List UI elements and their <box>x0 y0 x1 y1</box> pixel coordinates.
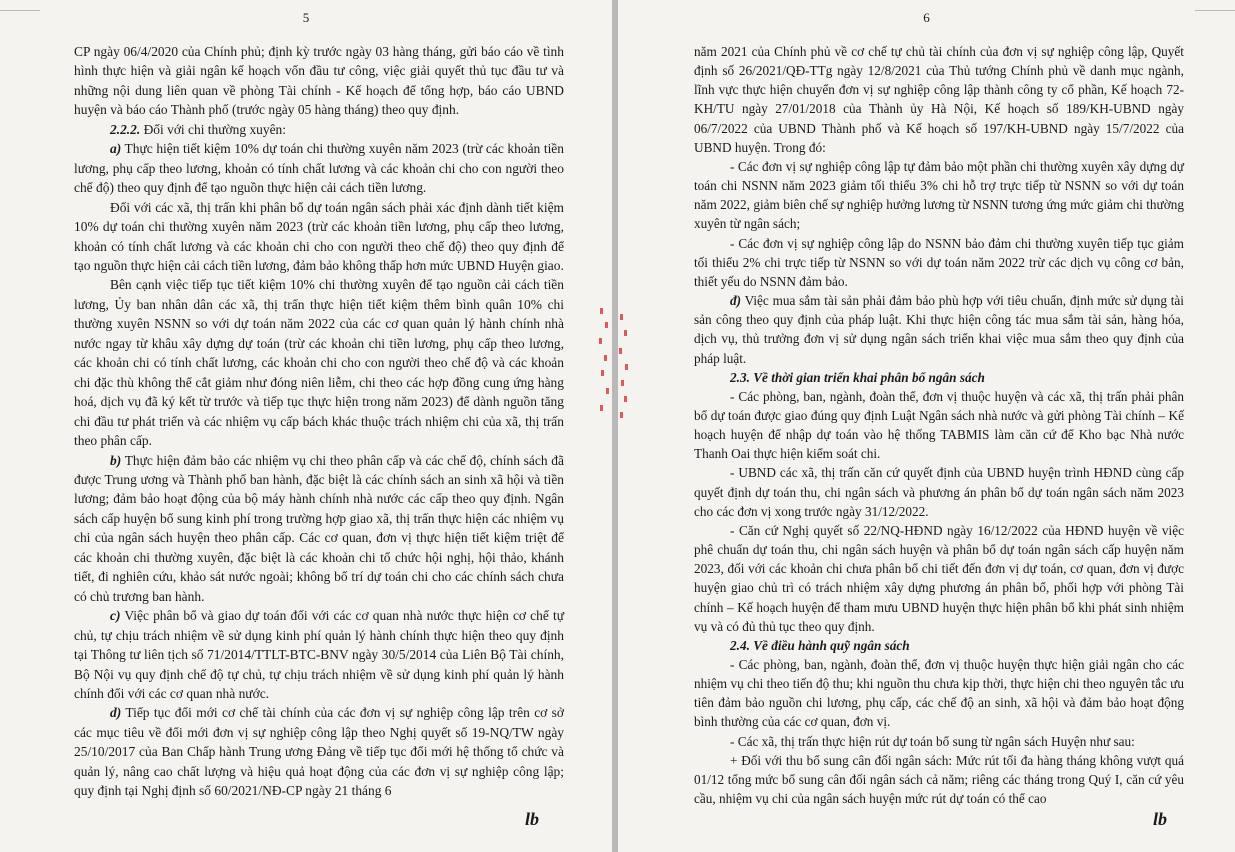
paragraph <box>694 655 1184 732</box>
paragraph-label: 2.4. Về điều hành quỹ ngân sách <box>730 637 910 653</box>
paragraph <box>694 291 1184 368</box>
paragraph-label: 2.3. Về thời gian triển khai phân bổ ngân sách <box>730 369 985 385</box>
paragraph <box>74 451 564 607</box>
paragraph <box>694 751 1184 808</box>
initial-signature: lb <box>1153 809 1168 829</box>
paragraph-label: c) <box>110 608 121 624</box>
paragraph <box>694 732 1184 751</box>
paragraph <box>694 521 1184 636</box>
paragraph <box>694 368 1184 387</box>
paragraph-text: Đối với chi thường xuyên: <box>140 121 287 137</box>
paragraph <box>694 387 1184 464</box>
document-page-right <box>618 0 1235 852</box>
paragraph-text: - Các phòng, ban, ngành, đoàn thể, đơn vị thuộc huyện và các xã, thị trấn phải phân bổ dự toán được giao đúng quy định Luật Ngân sách nhà nước và gửi phòng Tài chính – Kế hoạch huyện để nhập dự toán vào hệ thống TABMIS làm căn cứ để Kho bạc Nhà nước Thanh Oai thực hiện kiểm soát chi. <box>694 388 1184 462</box>
paragraph-label: đ) <box>730 293 742 309</box>
page-body <box>74 42 564 801</box>
paragraph <box>74 275 564 450</box>
paragraph-text: - Các xã, thị trấn thực hiện rút dự toán bổ sung từ ngân sách Huyện như sau: <box>730 733 1135 749</box>
paragraph <box>694 234 1184 291</box>
paragraph <box>694 636 1184 655</box>
paragraph-text: - Các đơn vị sự nghiệp công lập tự đảm bảo một phần chi thường xuyên xây dựng dự toán chi NSNN năm 2023 giảm tối thiểu 3% chi hỗ trợ trực tiếp từ NSNN so với dự toán năm 2022, giảm biên chế sự nghiệp hưởng lương từ NSNN tương ứng mức giảm chi thường xuyên từ ngân sách; <box>694 158 1184 232</box>
page-number: 6 <box>923 10 930 25</box>
red-seal-mark <box>596 300 610 420</box>
paragraph <box>74 703 564 800</box>
paragraph-label: b) <box>110 452 122 468</box>
paragraph-text: Đối với các xã, thị trấn khi phân bổ dự toán ngân sách phải xác định dành tiết kiệm 10% dự toán chi thường xuyên năm 2023 (trừ các khoản tiền lương, phụ cấp theo lương, khoản có tính chất lương và các khoản chi cho con người theo chế độ) theo quy định để tạo nguồn thực hiện cải cách tiền lương, đảm bảo không thấp hơn mức UBND Huyện giao. <box>74 199 564 273</box>
paragraph <box>694 157 1184 234</box>
paragraph <box>74 42 564 120</box>
paragraph-text: năm 2021 của Chính phủ về cơ chế tự chủ tài chính của đơn vị sự nghiệp công lập, Quyết định số 26/2021/QĐ-TTg ngày 12/8/2021 của Thủ tướng Chính phủ về danh mục ngành, lĩnh vực thực hiện chuyển đơn vị sự nghiệp công lập thành công ty cổ phần, Kế hoạch 72-KH/TU ngày 27/01/2018 của Thành ủy Hà Nội, Kế hoạch số 189/KH-UBND ngày 06/7/2022 của UBND Thành phố và Kế hoạch số 197/KH-UBND ngày 15/7/2022 của UBND huyện. Trong đó: <box>694 44 1184 155</box>
paragraph-text: Việc mua sắm tài sản phải đảm bảo phù hợp với tiêu chuẩn, định mức sử dụng tài sản công theo quy định của pháp luật. Khi thực hiện công tác mua sắm tài sản, hàng hóa, dịch vụ, thủ trưởng đơn vị sử dụng ngân sách triển khai việc mua sắm theo quy định của pháp luật. <box>694 293 1184 366</box>
paragraph-label: 2.2.2. <box>110 121 141 137</box>
page-body <box>694 42 1184 808</box>
paragraph-text: Thực hiện đảm bảo các nhiệm vụ chi theo phân cấp và các chế độ, chính sách đã được Trung ương và Thành phố ban hành, đặc biệt là các chính sách an sinh xã hội và tiền lương; đảm bảo hoạt động của bộ máy hành chính nhà nước các cấp theo quy định. Ngân sách cấp huyện bổ sung kinh phí trong trường hợp giao xã, thị trấn thực hiện các nhiệm vụ chi của ngân sách huyện theo phân cấp. Các cơ quan, đơn vị thực hiện tiết kiệm triệt để các khoản chi thường xuyên, đặc biệt là các khoản chi tổ chức hội nghị, hội thảo, khánh tiết, đi nghiên cứu, khảo sát nước ngoài; không bố trí dự toán chi cho các chính sách chưa có chủ trương ban hành. <box>74 452 564 604</box>
initial-signature: lb <box>525 809 540 829</box>
paragraph-text: - Các đơn vị sự nghiệp công lập do NSNN bảo đảm chi thường xuyên tiếp tục giảm tối thiểu 2% chi trực tiếp từ NSNN so với dự toán năm 2022 trừ các dịch vụ công cơ bản, thiết yếu do NSNN đảm bảo. <box>694 235 1184 289</box>
paragraph-label: a) <box>110 141 122 157</box>
paragraph-text: CP ngày 06/4/2020 của Chính phủ; định kỳ trước ngày 03 hàng tháng, gửi báo cáo về tình hình thực hiện và giải ngân kế hoạch vốn đầu tư công, việc giải quyết thủ tục đầu tư và những nội dung liên quan về phòng Tài chính - Kế hoạch để tổng hợp, báo cáo UBND huyện và báo cáo Thành phố (trước ngày 05 hàng tháng) theo quy định. <box>74 44 564 118</box>
paragraph-text: Tiếp tục đổi mới cơ chế tài chính của các đơn vị sự nghiệp công lập trên cơ sở các mục tiêu về đổi mới đơn vị sự nghiệp công lập theo Nghị quyết số 19-NQ/TW ngày 25/10/2017 của Ban Chấp hành Trung ương Đảng về tiếp tục đổi mới hệ thống tổ chức và quản lý, nâng cao chất lượng và hiệu quả hoạt động của các đơn vị sự nghiệp công lập; quy định tại Nghị định số 60/2021/NĐ-CP ngày 21 tháng 6 <box>74 705 564 799</box>
paragraph <box>694 463 1184 520</box>
paragraph <box>74 139 564 197</box>
paragraph-text: Việc phân bổ và giao dự toán đối với các cơ quan nhà nước thực hiện cơ chế tự chủ, tự chịu trách nhiệm về sử dụng kinh phí quản lý hành chính thực hiện theo quy định tại Thông tư liên tịch số 71/2014/TTLT-BTC-BNV ngày 30/5/2014 của Liên Bộ Tài chính, Bộ Nội vụ quy định chế độ tự chủ, tự chịu trách nhiệm về sử dụng kinh phí quản lý hành chính đối với các cơ quan nhà nước. <box>74 608 564 701</box>
paragraph <box>74 606 564 703</box>
paragraph-label: d) <box>110 705 122 721</box>
paragraph-text: Thực hiện tiết kiệm 10% dự toán chi thường xuyên năm 2023 (trừ các khoản tiền lương, phụ cấp theo lương, khoản có tính chất lương và các khoản chi cho con người theo chế độ) theo quy định để tạo nguồn thực hiện cải cách tiền lương. <box>74 141 564 196</box>
paragraph <box>74 120 564 139</box>
page-number: 5 <box>302 10 310 25</box>
paragraph-text: - Căn cứ Nghị quyết số 22/NQ-HĐND ngày 16/12/2022 của HĐND huyện về việc phê chuẩn dự toán thu, chi ngân sách huyện và phân bổ dự toán ngân sách cấp huyện năm 2023, đối với các khoản chi chưa phân bổ chi tiết đến đơn vị dự toán, cơ quan, đơn vị được huyện giao chủ trì có trách nhiệm xây dựng phương án phân bổ, phối hợp với phòng Tài chính – Kế hoạch huyện để tham mưu UBND huyện thực hiện phân bổ khi phát sinh nhiệm vụ và có đủ thủ tục theo quy định. <box>694 522 1184 634</box>
paragraph-text: - Các phòng, ban, ngành, đoàn thể, đơn vị thuộc huyện thực hiện giải ngân cho các nhiệm vụ chi theo tiến độ thu; khi nguồn thu chưa kịp thời, thực hiện chi theo nguyên tắc ưu tiên đảm bảo nguồn chi lương, phụ cấp, các chế độ an sinh, xã hội và đảm bảo hoạt động bình thường của các cơ quan, đơn vị. <box>694 657 1184 730</box>
paragraph-text: Bên cạnh việc tiếp tục tiết kiệm 10% chi thường xuyên để tạo nguồn cải cách tiền lương, Ủy ban nhân dân các xã, thị trấn thực hiện tiết kiệm thêm bình quân 10% chi thường xuyên NSNN so với dự toán năm 2022 của các cơ quan quản lý hành chính nhà nước ngay từ khâu xây dựng dự toán (trừ các khoản chi tiền lương, phụ cấp theo lương, các khoản chi có tính chất lương, các khoản chi cho con người theo chế độ và các khoản chi đặc thù không thể cắt giảm như đóng niên liễm, chi theo các hợp đồng cung ứng hàng hoá, dịch vụ đã ký kết từ trước và tiếp tục thực hiện trong năm 2023) để dành nguồn tăng chi đầu tư phát triển và các nhiệm vụ cấp bách khác thuộc trách nhiệm chi của xã, thị trấn theo phân cấp. <box>74 277 564 449</box>
document-page-left <box>0 0 612 852</box>
paragraph <box>694 42 1184 157</box>
paragraph <box>74 198 564 276</box>
paragraph-text: - UBND các xã, thị trấn căn cứ quyết định của UBND huyện trình HĐND cùng cấp quyết định dự toán thu, chi ngân sách và phương án phân bổ dự toán ngân sách năm 2023 cho các đơn vị xong trước ngày 31/12/2022. <box>694 465 1184 519</box>
red-seal-mark <box>618 300 632 420</box>
paragraph-text: + Đối với thu bổ sung cân đối ngân sách: Mức rút tối đa hàng tháng không vượt quá 01/12 tổng mức bổ sung cân đối ngân sách cả năm; riêng các tháng trong Quý I, căn cứ yêu cầu, nhiệm vụ chi của ngân sách huyện mức rút dự toán có thể cao <box>694 752 1184 807</box>
